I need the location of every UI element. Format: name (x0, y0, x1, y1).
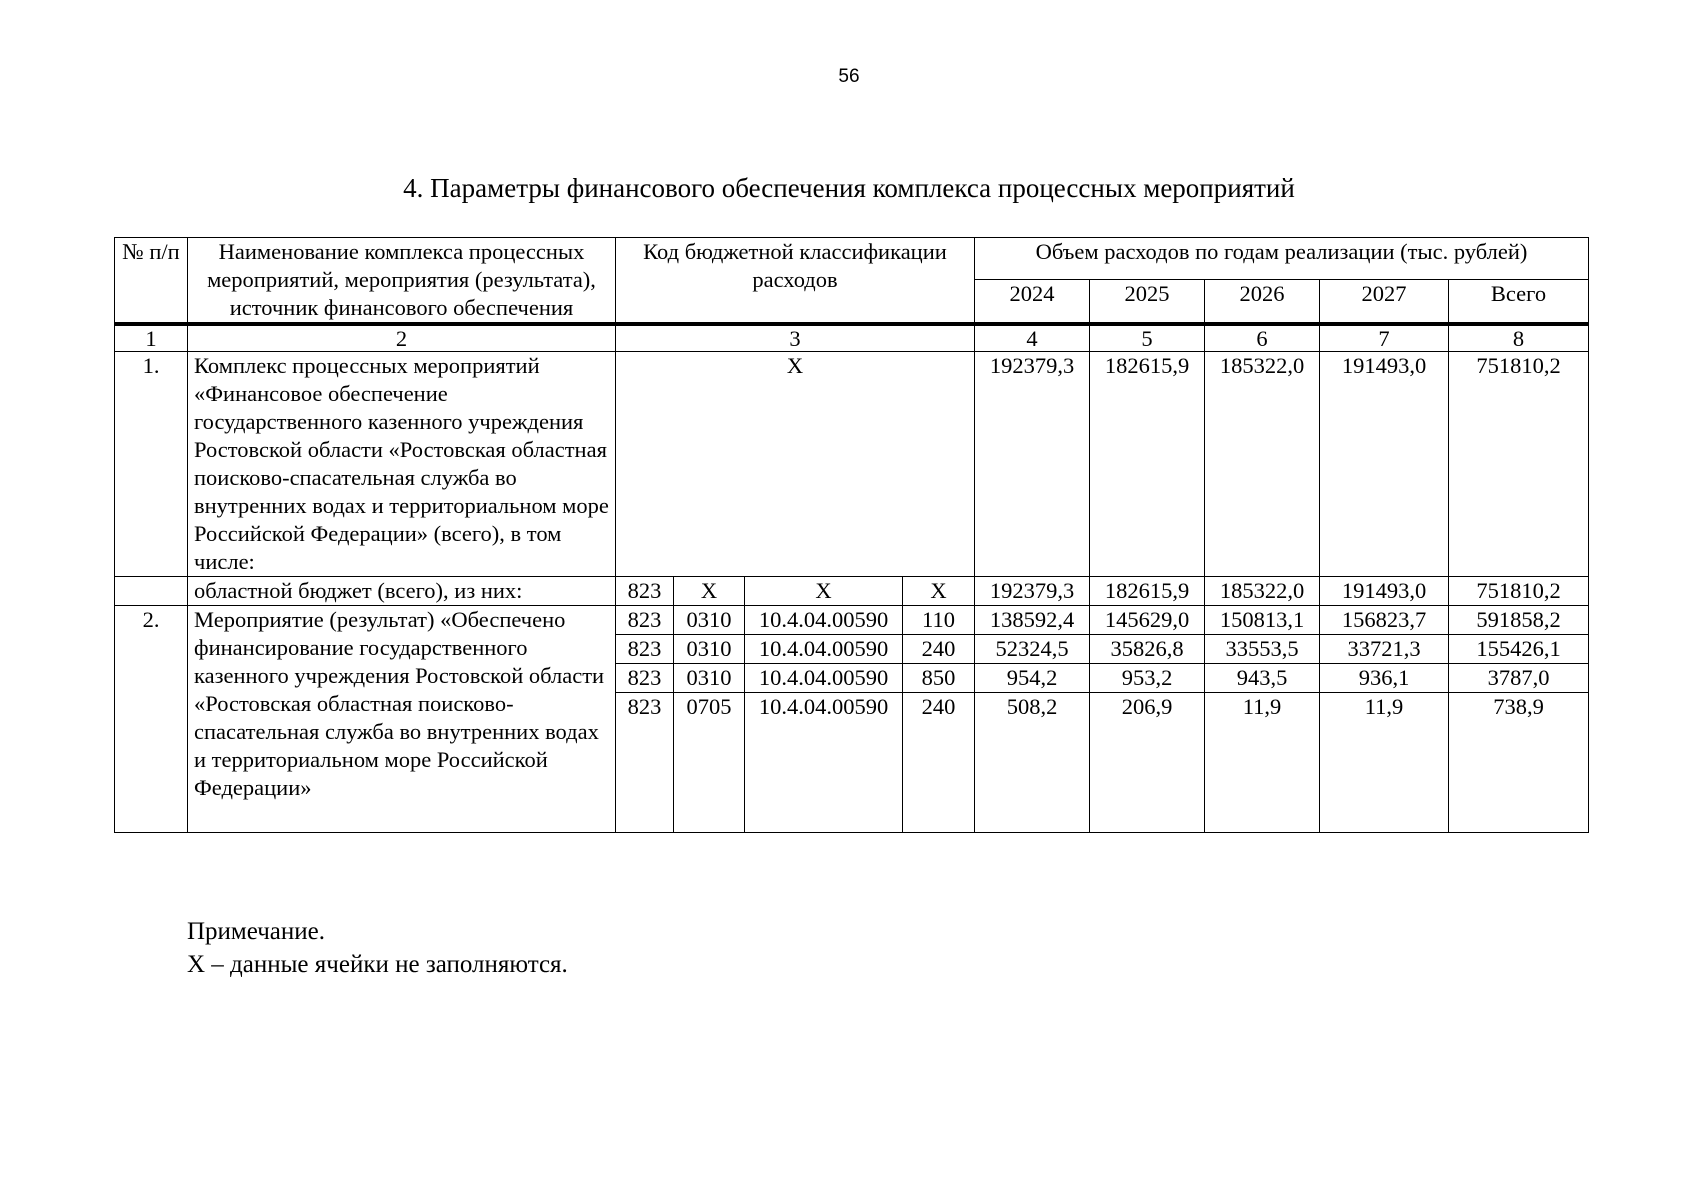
code-cell: Х (745, 577, 903, 606)
value-cell: 33553,5 (1205, 635, 1320, 664)
value-cell: 738,9 (1449, 693, 1589, 833)
empty-cell (115, 577, 188, 606)
table-row (115, 577, 1589, 606)
value-cell: 150813,1 (1205, 606, 1320, 635)
value-cell: 155426,1 (1449, 635, 1589, 664)
column-index: 5 (1090, 324, 1205, 352)
code-cell: 0310 (674, 606, 745, 635)
value-cell: 192379,3 (975, 352, 1090, 577)
code-cell: 823 (616, 577, 674, 606)
header-name: Наименование комплекса процессных мероприятий, мероприятия (результата), источник финансового обеспечения (188, 238, 616, 325)
column-index-row (115, 324, 1589, 352)
code-cell: 240 (903, 635, 975, 664)
code-cell: 10.4.04.00590 (745, 664, 903, 693)
code-cell: Х (674, 577, 745, 606)
value-cell: 182615,9 (1090, 352, 1205, 577)
code-cell: 850 (903, 664, 975, 693)
code-cell: 10.4.04.00590 (745, 606, 903, 635)
code-cell: 823 (616, 664, 674, 693)
value-cell: 943,5 (1205, 664, 1320, 693)
header-year: 2025 (1090, 280, 1205, 324)
code-cell: 110 (903, 606, 975, 635)
code-cell: Х (903, 577, 975, 606)
code-cell: 823 (616, 635, 674, 664)
header-code: Код бюджетной классификации расходов (616, 238, 975, 325)
header-year: 2026 (1205, 280, 1320, 324)
code-cell: 10.4.04.00590 (745, 693, 903, 833)
value-cell: 11,9 (1205, 693, 1320, 833)
code-cell: 10.4.04.00590 (745, 635, 903, 664)
column-index: 8 (1449, 324, 1589, 352)
column-index: 1 (115, 324, 188, 352)
column-index: 4 (975, 324, 1090, 352)
code-cell: 0705 (674, 693, 745, 833)
value-cell: 191493,0 (1320, 352, 1449, 577)
header-row-1 (115, 238, 1589, 280)
header-year: 2024 (975, 280, 1090, 324)
value-cell: 185322,0 (1205, 352, 1320, 577)
value-cell: 206,9 (1090, 693, 1205, 833)
row-number: 2. (115, 606, 188, 833)
value-cell: 138592,4 (975, 606, 1090, 635)
section-title: 4. Параметры финансового обеспечения комплекса процессных мероприятий (403, 173, 1295, 203)
note-block (187, 915, 568, 981)
column-index: 2 (188, 324, 616, 352)
note-title: Примечание. (187, 918, 326, 945)
source-name: областной бюджет (всего), из них: (188, 577, 616, 606)
table-row (115, 606, 1589, 635)
value-cell: 52324,5 (975, 635, 1090, 664)
value-cell: 591858,2 (1449, 606, 1589, 635)
value-cell: 11,9 (1320, 693, 1449, 833)
value-cell: 508,2 (975, 693, 1090, 833)
value-cell: 751810,2 (1449, 577, 1589, 606)
value-cell: 954,2 (975, 664, 1090, 693)
table-row (115, 352, 1589, 577)
column-index: 3 (616, 324, 975, 352)
column-index: 6 (1205, 324, 1320, 352)
value-cell: 145629,0 (1090, 606, 1205, 635)
value-cell: 156823,7 (1320, 606, 1449, 635)
code-cell: 823 (616, 693, 674, 833)
code-cell: 823 (616, 606, 674, 635)
complex-name: Комплекс процессных мероприятий «Финансовое обеспечение государственного казенного учреждения Ростовской области «Ростовская областная поисково-спасательная служба во внутренних водах и территориальном море Российской Федерации» (всего), в том числе: (188, 352, 616, 577)
page-number: 56 (838, 66, 860, 87)
code-cell: 0310 (674, 635, 745, 664)
code-cell: Х (616, 352, 975, 577)
header-year: 2027 (1320, 280, 1449, 324)
value-cell: 192379,3 (975, 577, 1090, 606)
value-cell: 35826,8 (1090, 635, 1205, 664)
value-cell: 182615,9 (1090, 577, 1205, 606)
header-total: Всего (1449, 280, 1589, 324)
value-cell: 191493,0 (1320, 577, 1449, 606)
row-number: 1. (115, 352, 188, 577)
header-num: № п/п (115, 238, 188, 325)
column-index: 7 (1320, 324, 1449, 352)
code-cell: 0310 (674, 664, 745, 693)
header-volume: Объем расходов по годам реализации (тыс. рублей) (975, 238, 1589, 280)
value-cell: 953,2 (1090, 664, 1205, 693)
financing-table (114, 237, 1589, 833)
value-cell: 751810,2 (1449, 352, 1589, 577)
code-cell: 240 (903, 693, 975, 833)
note-text: Х – данные ячейки не заполняются. (187, 951, 568, 978)
value-cell: 185322,0 (1205, 577, 1320, 606)
measure-name: Мероприятие (результат) «Обеспечено финансирование государственного казенного учреждения Ростовской области «Ростовская областная поисково-спасательная служба во внутренних водах и территориальном море Российской Федерации» (188, 606, 616, 833)
value-cell: 33721,3 (1320, 635, 1449, 664)
value-cell: 3787,0 (1449, 664, 1589, 693)
value-cell: 936,1 (1320, 664, 1449, 693)
